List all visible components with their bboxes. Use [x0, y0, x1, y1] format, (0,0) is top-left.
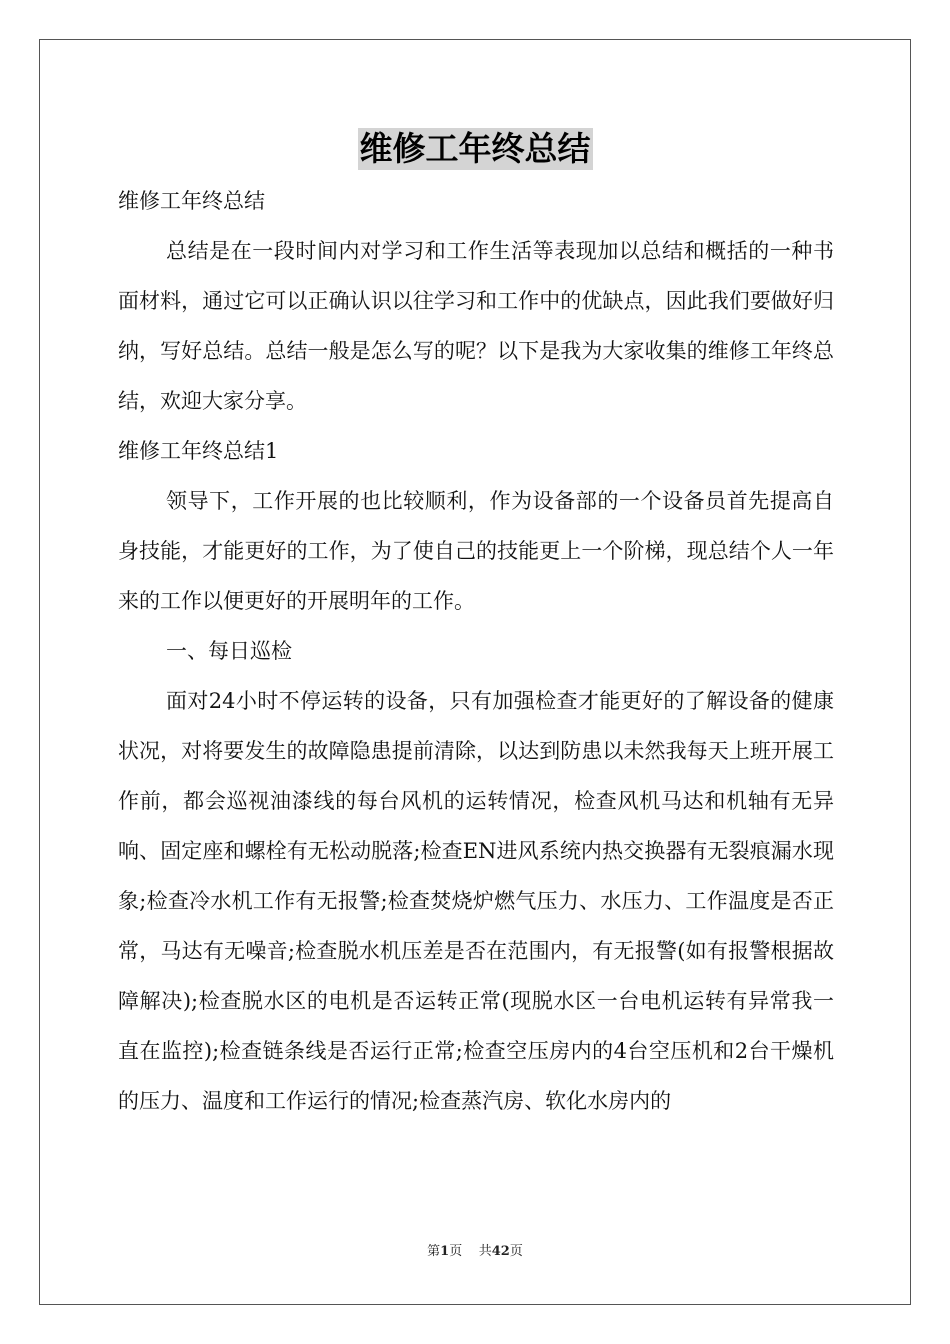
page-number: 1 — [440, 1244, 450, 1259]
body-paragraph-1: 领导下，工作开展的也比较顺利，作为设备部的一个设备员首先提高自身技能，才能更好的工作，为了使自己的技能更上一个阶梯，现总结个人一年来的工作以便更好的开展明年的工作。 — [118, 489, 834, 613]
page-suffix: 页 — [449, 1244, 463, 1259]
title-block — [0, 128, 950, 170]
document-subtitle: 维修工年终总结 — [118, 189, 265, 213]
section-heading: 维修工年终总结1 — [118, 439, 279, 463]
total-prefix: 共 — [478, 1244, 492, 1259]
total-pages: 42 — [491, 1244, 510, 1259]
page-footer — [0, 1243, 950, 1261]
document-body — [118, 176, 834, 1126]
total-suffix: 页 — [509, 1244, 523, 1259]
document-title: 维修工年终总结 — [359, 129, 591, 168]
item-heading: 一、每日巡检 — [166, 639, 292, 663]
page-prefix: 第 — [427, 1244, 441, 1259]
body-paragraph-2: 面对24小时不停运转的设备，只有加强检查才能更好的了解设备的健康状况，对将要发生的故障隐患提前清除，以达到防患以未然我每天上班开展工作前，都会巡视油漆线的每台风机的运转情况，检查风机马达和机轴有无异响、固定座和螺栓有无松动脱落;检查EN进风系统内热交换器有无裂痕漏水现象;检查冷水机工作有无报警;检查焚烧炉燃气压力、水压力、工作温度是否正常，马达有无噪音;检查脱水机压差是否在范围内，有无报警(如有报警根据故障解决);检查脱水区的电机是否运转正常(现脱水区一台电机运转有异常我一直在监控);检查链条线是否运行正常;检查空压房内的4台空压机和2台干燥机的压力、温度和工作运行的情况;检查蒸汽房、软化水房内的 — [118, 689, 834, 1113]
intro-paragraph: 总结是在一段时间内对学习和工作生活等表现加以总结和概括的一种书面材料，通过它可以正确认识以往学习和工作中的优缺点，因此我们要做好归纳，写好总结。总结一般是怎么写的呢？以下是我为大家收集的维修工年终总结，欢迎大家分享。 — [118, 239, 834, 413]
